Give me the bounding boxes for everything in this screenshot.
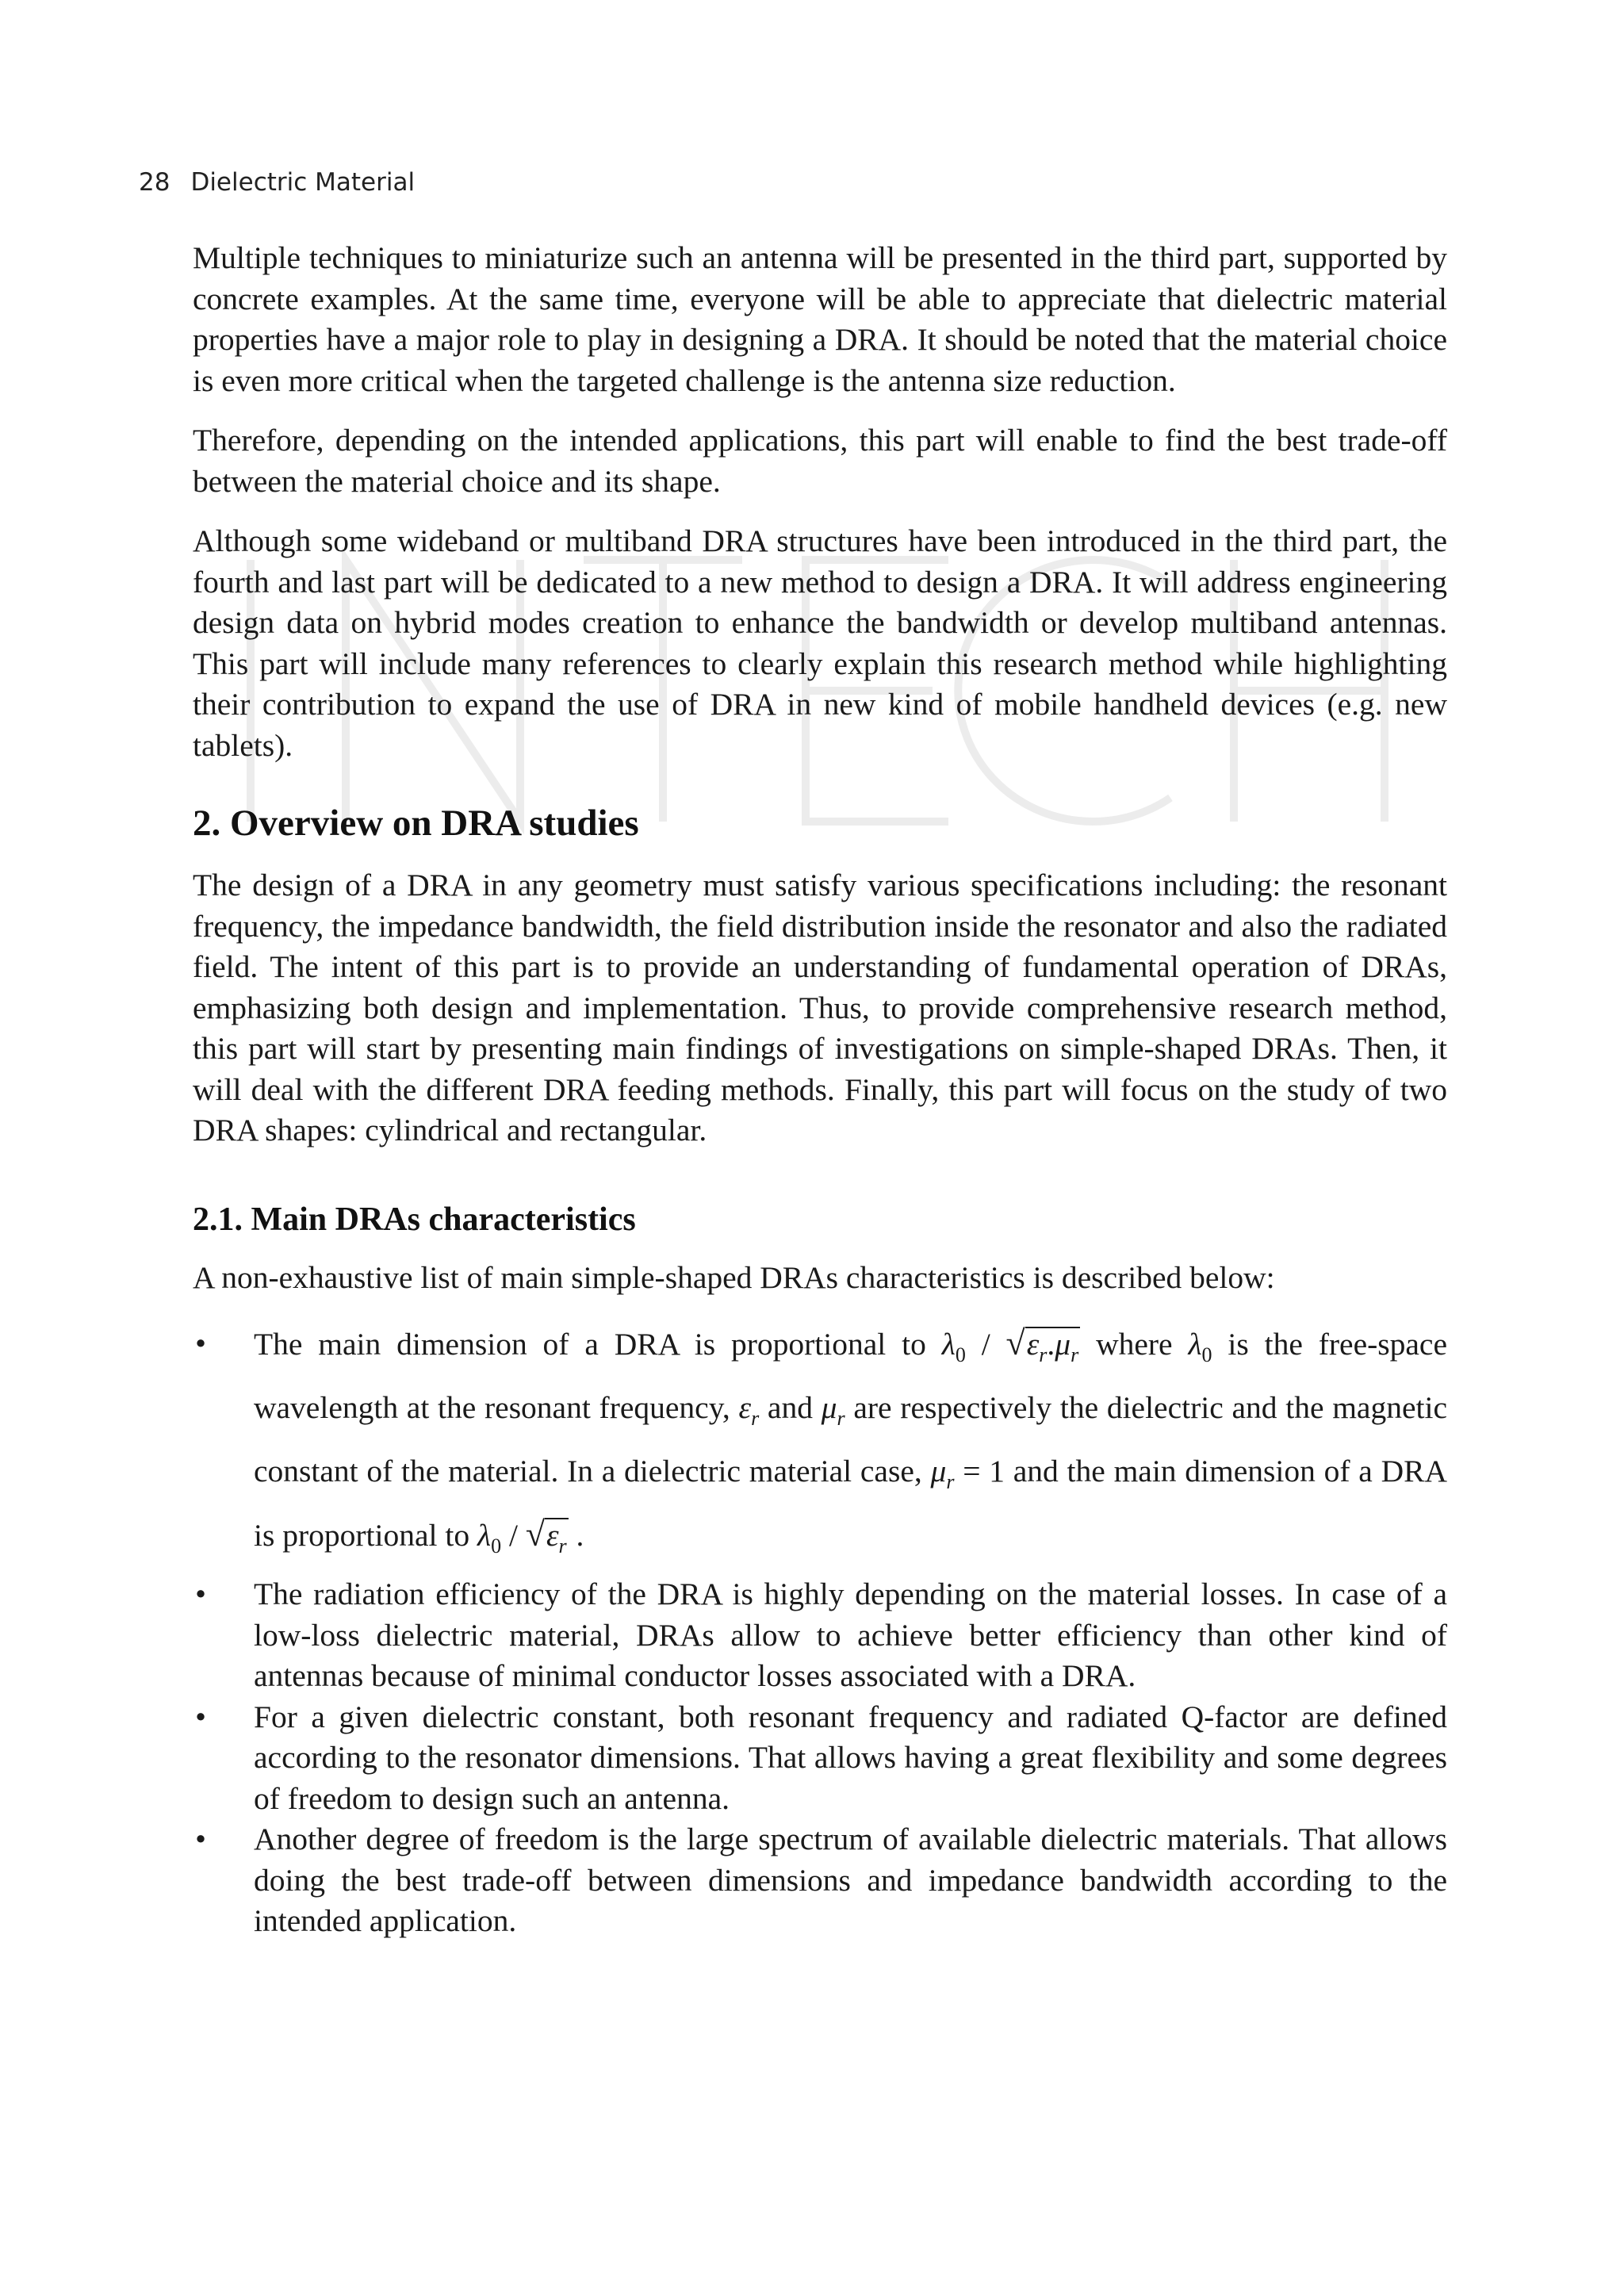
body-content <box>193 238 1447 1942</box>
intro-paragraph-2: Therefore, depending on the intended applications, this part will enable to find the best trade-off between the material choice and its shape. <box>193 423 1447 499</box>
bullet-marker: • <box>195 1699 206 1734</box>
symbol-epsilon-r: $\varepsilon_r$ <box>738 1390 760 1430</box>
page-number: 28 <box>139 168 170 197</box>
overview-paragraph: The design of a DRA in any geometry must satisfy various specifications including: the resonant frequency, the impedance bandwidth, the field distribution inside the resonator and also the radiated field. The intent of this part is to provide an understanding of fundamental operation of DRAs, emphasizing both design and implementation. Thus, to provide comprehensive research method, this part will start by presenting main findings of investigations on simple-shaped DRAs. Then, it will deal with the different DRA feeding methods. Finally, this part will focus on the study of two DRA shapes: cylindrical and rectangular. <box>193 868 1447 1147</box>
list-item-flexibility: • For a given dielectric constant, both resonant frequency and radiated Q-factor are defined according to the resonator dimensions. That allows having a great flexibility and some degrees of freedom to design such an antenna. <box>193 1697 1447 1820</box>
list-item-materials: • Another degree of freedom is the large spectrum of available dielectric materials. That allows doing the best trade-off between dimensions and impedance bandwidth according to the intended application. <box>193 1819 1447 1942</box>
characteristics-intro: A non-exhaustive list of main simple-shaped DRAs characteristics is described below: <box>193 1259 1275 1295</box>
list-item-efficiency: • The radiation efficiency of the DRA is highly depending on the material losses. In case of a low-loss dielectric material, DRAs allow to achieve better efficiency than other kind of antennas because of minimal conductor losses associated with a DRA. <box>193 1574 1447 1697</box>
formula-lambda-over-sqrt-eps-mu: $\lambda_0 / √\varepsilon_r.\mu_r$ <box>942 1327 1081 1362</box>
section-heading-overview: 2. Overview on DRA studies <box>193 803 639 844</box>
bullet-marker: • <box>195 1576 206 1611</box>
formula-mu-r-equals-one: $\mu_r = 1$ <box>930 1454 1005 1493</box>
formula-lambda-over-sqrt-eps: $\lambda_0 / √\varepsilon_r$ <box>477 1518 569 1553</box>
bullet-marker: • <box>195 1822 206 1856</box>
intro-paragraph-1: Multiple techniques to miniaturize such an antenna will be presented in the third part, supported by concrete examples. At the same time, everyone will be able to appreciate that dielectric material properties have a major role to play in designing a DRA. It should be noted that the material choice is even more critical when the targeted challenge is the antenna size reduction. <box>193 240 1447 398</box>
bullet-marker: • <box>195 1326 206 1361</box>
running-header <box>139 168 415 197</box>
running-title: Dielectric Material <box>190 168 416 197</box>
symbol-mu-r: $\mu_r$ <box>821 1390 845 1430</box>
characteristics-list <box>193 1317 1447 1942</box>
subsection-heading-characteristics: 2.1. Main DRAs characteristics <box>193 1201 636 1238</box>
symbol-lambda-zero: $\lambda_0$ <box>1188 1327 1212 1366</box>
intro-paragraph-3: Although some wideband or multiband DRA structures have been introduced in the third part, the fourth and last part will be dedicated to a new method to design a DRA. It will address engineering design data on hybrid modes creation to enhance the bandwidth or develop multiband antennas. This part will include many references to clearly explain this research method while highlighting their contribution to expand the use of DRA in new kind of mobile handheld devices (e.g. new tablets). <box>193 523 1447 763</box>
list-item-dimension: • The main dimension of a DRA is proportional to $\lambda_0 / √\varepsilon_r.\mu_r$ where $\lambda_0$ is the free-space wavelength at the resonant frequency, $\varepsilon_r$ and $\mu_r$ are respectively the dielectric and the magnetic constant of the material. In a dielectric material case, $\mu_r = 1$ and the main dimension of a DRA is proportional to $\lambda_0 / √\varepsilon_r$ . <box>193 1317 1447 1573</box>
